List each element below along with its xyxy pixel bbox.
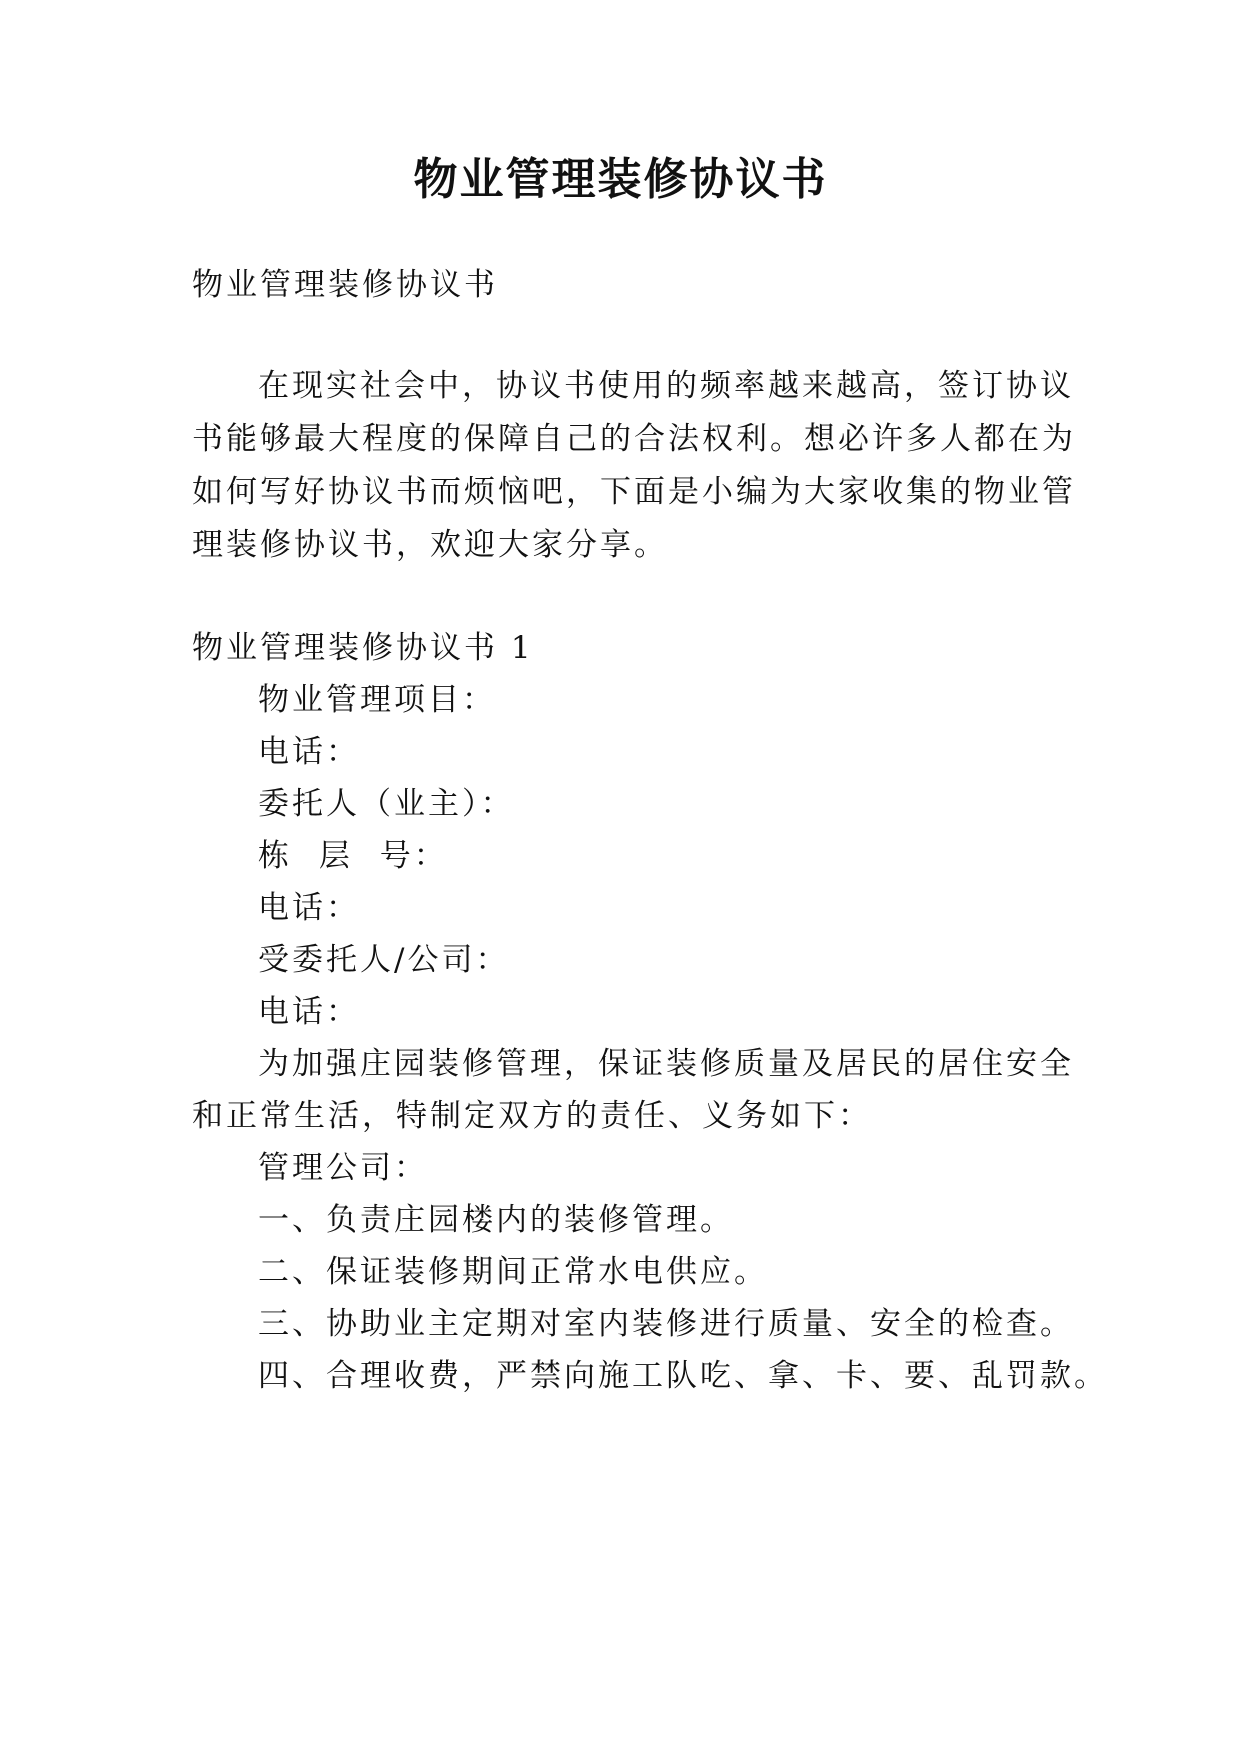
duty-item: 三、协助业主定期对室内装修进行质量、安全的检查。 [258,1306,1074,1342]
duty-item: 四、合理收费，严禁向施工队吃、拿、卡、要、乱罚款。 [258,1358,1108,1394]
field-project: 物业管理项目： [258,682,496,718]
field-unit: 栋 层 号： [258,838,448,874]
field-contractor: 受委托人/公司： [258,942,510,978]
intro-line: 书能够最大程度的保障自己的合法权利。想必许多人都在为 [192,421,1076,457]
duty-item: 二、保证装修期间正常水电供应。 [258,1254,768,1290]
field-phone: 电话： [258,994,360,1030]
intro-line: 在现实社会中，协议书使用的频率越来越高，签订协议 [258,368,1074,404]
purpose-line: 为加强庄园装修管理，保证装修质量及居民的居住安全 [258,1046,1074,1082]
section-heading: 物业管理装修协议书 1 [192,630,534,666]
field-phone: 电话： [258,890,360,926]
intro-line: 如何写好协议书而烦恼吧，下面是小编为大家收集的物业管 [192,474,1076,510]
purpose-line: 和正常生活，特制定双方的责任、义务如下： [192,1098,872,1134]
field-client: 委托人（业主）： [258,786,515,822]
company-heading: 管理公司： [258,1150,428,1186]
document-subtitle: 物业管理装修协议书 [192,267,498,303]
field-phone: 电话： [258,734,360,770]
duty-item: 一、负责庄园楼内的装修管理。 [258,1202,734,1238]
intro-line: 理装修协议书，欢迎大家分享。 [192,527,668,563]
document-title: 物业管理装修协议书 [413,154,828,205]
